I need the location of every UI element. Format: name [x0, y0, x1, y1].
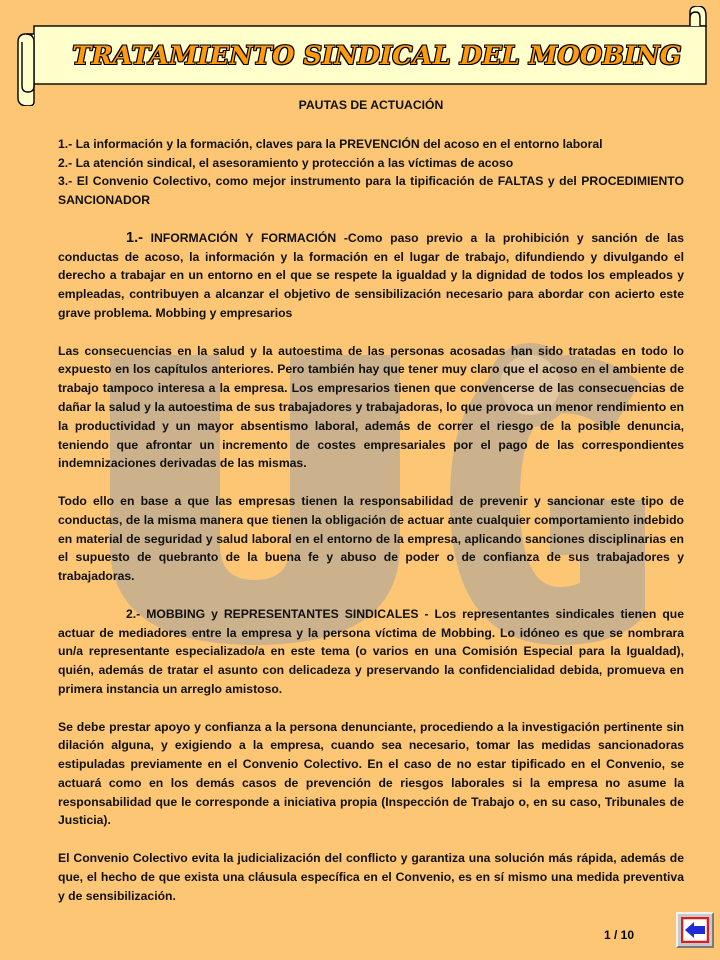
section-2-paragraph: 2.- MOBBING y REPRESENTANTES SINDICALES - Los representantes sindicales tienen que actuar de mediadores entre la empresa y la persona víctima de Mobbing. Lo idóneo es que se nombrara un/a representante especializado/a en este tema (o varios en una Comisión Especial para la Igualdad), quién, además de tratar el asunto con delicadeza y preservando la confidencialidad debida, promueva en primera instancia un arreglo amistoso. — [58, 606, 684, 696]
subtitle: PAUTAS DE ACTUACIÓN — [298, 98, 444, 112]
page-number: 1 / 10 — [604, 928, 635, 942]
paragraph-consequences: Las consecuencias en la salud y la autoestima de las personas acosadas han sido tratadas en todo lo expuesto en los capítulos anteriores. Pero también hay que tener muy claro que el acoso en el ambiente de trabajo tampoco interesa a la empresa. Los empresarios tienen que convencerse de las consecuencias de dañar la salud y la autoestima de sus trabajadores y trabajadoras, lo que provoca un menor rendimiento en la productividad y un mayor absentismo laboral, además de correr el riesgo de la posible denuncia, teniendo que afrontar un incremento de costes empresariales por el pago de las correspondientes indemnizaciones derivadas de las mismas. — [58, 343, 684, 471]
section-1-paragraph — [58, 229, 684, 323]
intro-item-1: 1.- La información y la formación, claves para la PREVENCIÓN del acoso en el entorno laboral — [58, 136, 603, 151]
intro-item-2: 2.- La atención sindical, el asesoramiento y protección a las víctimas de acoso — [58, 155, 514, 170]
section-1-number: 1.- — [126, 229, 143, 246]
section-1-text: INFORMACIÓN Y FORMACIÓN -Como paso previo a la prohibición y sanción de las conductas de acoso, la información y la formación en el lugar de trabajo, difundiendo y divulgando el derecho a trabajar en un entorno en el que se respete la igualdad y la dignidad de todos los empleados y empleadas, contribuyen a alcanzar el objetivo de sensibilización necesario para abordar con acierto este grave problema. Mobbing y empresarios — [58, 230, 684, 320]
page-title: TRATAMIENTO SINDICAL DEL MOOBING — [72, 41, 682, 71]
paragraph-convenio: El Convenio Colectivo evita la judicialización del conflicto y garantiza una solución más rápida, además de que, el hecho de que exista una cláusula específica en el Convenio, es en sí mismo una medida preventiva y de sensibilización. — [58, 851, 684, 903]
paragraph-support: Se debe prestar apoyo y confianza a la persona denunciante, procediendo a la investigación pertinente sin dilación alguna, y exigiendo a la empresa, cuando sea necesario, tomar las medidas sancionadoras estipuladas previamente en el Convenio Colectivo. En el caso de no estar tipificado en el Convenio, se actuará como en los demás casos de prevención de riesgos laborales si la empresa no asume la responsabilidad que le corresponde a iniciativa propia (Inspección de Trabajo o, en su caso, Tribunales de Justicia). — [58, 719, 684, 828]
paragraph-responsibility: Todo ello en base a que las empresas tienen la responsabilidad de prevenir y sancionar este tipo de conductas, de la misma manera que tienen la obligación de actuar ante cualquier comportamiento indebido en material de seguridad y salud laboral en el entorno de la empresa, aplicando sanciones disciplinarias en el supuesto de quebranto de la buena fe y abuso de poder o de confianza de sus trabajadores y trabajadoras. — [58, 493, 684, 584]
back-arrow-icon — [681, 917, 709, 943]
back-button[interactable] — [676, 912, 714, 948]
document-body — [58, 96, 684, 905]
intro-item-3: 3.- El Convenio Colectivo, como mejor instrumento para la tipificación de FALTAS y del PROCEDIMIENTO SANCIONADOR — [58, 174, 684, 208]
